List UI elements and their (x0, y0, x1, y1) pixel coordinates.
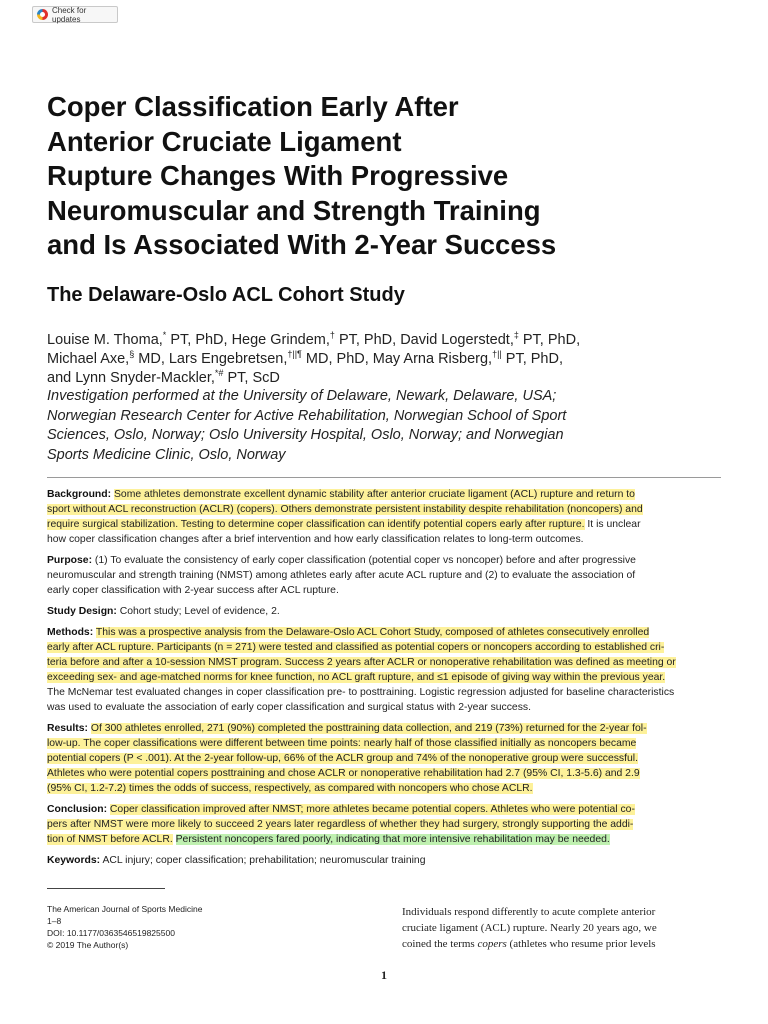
abstract-line (47, 781, 721, 796)
author-text: Michael Axe, (47, 351, 130, 367)
abstract-line (47, 655, 721, 670)
highlighted-text: exceeding sex- and age-matched norms for knee function, no ACL graft rupture, and ≤1 episode of giving way within the previous year. (47, 672, 666, 683)
highlighted-text: Of 300 athletes enrolled, 271 (90%) completed the posttraining data collection, and 219 (73%) returned for the 2-year fol- (90, 723, 647, 734)
abstract-divider (47, 477, 721, 478)
green-highlighted-text: Persistent noncopers fared poorly, indicating that more intensive rehabilitation may be needed. (175, 834, 610, 845)
author-text: PT, PhD, (518, 332, 581, 348)
section-label: Methods: (47, 627, 94, 638)
title-line: and Is Associated With 2-Year Success (47, 229, 557, 260)
abstract-line (47, 670, 721, 685)
affiliation-mark: *# (214, 368, 224, 379)
affiliation-mark: †||¶ (287, 349, 302, 360)
copyright: © 2019 The Author(s) (47, 940, 129, 950)
abstract-line (47, 853, 721, 868)
page-number: 1 (381, 968, 387, 982)
body-line: cruciate ligament (ACL) rupture. Nearly 20 years ago, we (402, 922, 657, 934)
highlighted-text: Athletes who were potential copers posttraining and chose ACLR or nonoperative rehabilitation had 2.7 (95% CI, 1.3-5.6) and 2.9 (47, 768, 640, 779)
affiliation-line: Investigation performed at the University of Delaware, Newark, Delaware, USA; (47, 388, 557, 404)
highlighted-text: tion of NMST before ACLR. (47, 834, 173, 845)
abstract-line (47, 817, 721, 832)
keywords-text: ACL injury; coper classification; prehabilitation; neuromuscular training (100, 855, 426, 866)
affiliation-mark: † (329, 330, 335, 341)
highlighted-text: low-up. The coper classifications were different between time points: nearly half of those classified initially as noncopers became (47, 738, 637, 749)
page-range: 1–8 (47, 916, 62, 926)
highlighted-text: potential copers (P < .001). At the 2-year follow-up, 66% of the ACLR group and 74% of the nonoperative group were successful. (47, 753, 638, 764)
author-list (47, 331, 697, 388)
section-label: Background: (47, 489, 112, 500)
journal-footnote (47, 903, 347, 951)
affiliation-mark: ‡ (513, 330, 519, 341)
check-for-updates-badge[interactable] (32, 6, 118, 23)
abstract-line (47, 502, 721, 517)
abstract-line: neuromuscular and strength training (NMST) among athletes early after acute ACL rupture and (2) to evaluate the association of (47, 570, 636, 581)
section-label: Purpose: (47, 555, 93, 566)
abstract-line (47, 517, 721, 532)
highlighted-text: This was a prospective analysis from the Delaware-Oslo ACL Cohort Study, composed of athletes consecutively enrolled (95, 627, 650, 638)
author-text: Louise M. Thoma, (47, 332, 163, 348)
affiliation-mark: * (162, 330, 167, 341)
abstract-results (47, 721, 721, 796)
affiliation-line: Sports Medicine Clinic, Oslo, Norway (47, 446, 286, 463)
abstract-line: early coper classification with 2-year success after ACL rupture. (47, 585, 339, 596)
abstract-line (47, 751, 721, 766)
abstract-line (47, 721, 721, 736)
body-line: Individuals respond differently to acute complete anterior (402, 906, 656, 918)
highlighted-text: require surgical stabilization. Testing to determine coper classification can identify potential copers early after rupture. (47, 519, 585, 530)
abstract-purpose (47, 553, 721, 598)
abstract-line (47, 832, 721, 847)
highlighted-text: early after ACL rupture. Participants (n = 271) were tested and classified as potential copers or noncopers according to established cri- (47, 642, 665, 653)
abstract-study-design (47, 604, 721, 619)
section-label: Keywords: (47, 855, 101, 866)
badge-label: Check for updates (52, 5, 87, 24)
affiliation-statement (47, 387, 697, 465)
title-line: Neuromuscular and Strength Training (47, 194, 541, 226)
abstract-line (47, 766, 721, 781)
highlighted-text: (95% CI, 1.2-7.2) times the odds of success, respectively, as compared with noncopers who chose ACLR. (47, 783, 533, 794)
author-text: PT, ScD (223, 370, 280, 386)
affiliation-line: Norwegian Research Center for Active Rehabilitation, Norwegian School of Sport (47, 407, 567, 424)
title-line: Coper Classification Early After (47, 91, 459, 122)
abstract-line (47, 553, 721, 568)
abstract-line: how coper classification changes after a brief intervention and how early classification relates to long-term outcomes. (47, 534, 584, 545)
highlighted-text: pers after NMST were more likely to succeed 2 years later regardless of whether they had surgery, strongly supporting the addi- (47, 819, 634, 830)
article-subtitle: The Delaware-Oslo ACL Cohort Study (47, 284, 405, 306)
abstract-text: It is unclear (584, 519, 641, 530)
highlighted-text: Some athletes demonstrate excellent dynamic stability after anterior cruciate ligament (ACL) rupture and return to (113, 489, 635, 500)
affiliation-line: Sciences, Oslo, Norway; Oslo University Hospital, Oslo, Norway; and Norwegian (47, 427, 564, 443)
article-title (47, 90, 687, 263)
body-text-column (402, 904, 722, 952)
body-text: coined the terms (402, 938, 478, 950)
author-text: PT, PhD, Hege Grindem, (166, 332, 330, 348)
abstract-line (47, 640, 721, 655)
author-text: MD, PhD, May Arna Risberg, (301, 351, 493, 367)
author-line (47, 350, 697, 369)
abstract-conclusion (47, 802, 721, 847)
highlighted-text: Coper classification improved after NMST; more athletes became potential copers. Athletes who were potential co- (109, 804, 635, 815)
abstract-line (47, 604, 721, 619)
abstract-line (47, 736, 721, 751)
abstract (47, 487, 721, 874)
abstract-keywords (47, 853, 721, 868)
author-text: MD, Lars Engebretsen, (134, 351, 288, 367)
author-text: and Lynn Snyder-Mackler, (47, 370, 215, 386)
author-line (47, 369, 697, 388)
body-text: (athletes who resume prior levels (506, 938, 656, 950)
abstract-line (47, 802, 721, 817)
abstract-line: The McNemar test evaluated changes in coper classification pre- to posttraining. Logistic regression adjusted for baseline characteristics (47, 687, 675, 698)
title-line: Anterior Cruciate Ligament (47, 125, 402, 157)
section-label: Conclusion: (47, 804, 108, 815)
author-line (47, 331, 697, 350)
abstract-line (47, 487, 721, 502)
section-label: Study Design: (47, 606, 117, 617)
body-line (402, 936, 722, 952)
abstract-text: (1) To evaluate the consistency of early coper classification (potential coper vs noncoper) before and after progressive (92, 555, 636, 566)
abstract-methods (47, 625, 721, 715)
affiliation-mark: †|| (492, 349, 502, 360)
crossmark-icon (37, 9, 48, 20)
italic-term: copers (477, 938, 507, 950)
section-label: Results: (47, 723, 88, 734)
abstract-text: Cohort study; Level of evidence, 2. (116, 606, 280, 617)
author-text: PT, PhD, David Logerstedt, (334, 332, 514, 348)
abstract-line: was used to evaluate the association of early coper classification and surgical status with 2-year success. (47, 702, 531, 713)
author-text: PT, PhD, (501, 351, 563, 367)
footnote-divider (47, 888, 165, 889)
highlighted-text: sport without ACL reconstruction (ACLR) (copers). Others demonstrate persistent instability despite rehabilitation (noncopers) and (47, 504, 643, 515)
abstract-line (47, 625, 721, 640)
affiliation-mark: § (129, 349, 135, 360)
abstract-background (47, 487, 721, 547)
journal-name: The American Journal of Sports Medicine (47, 904, 203, 914)
title-line: Rupture Changes With Progressive (47, 160, 509, 191)
highlighted-text: teria before and after a 10-session NMST program. Success 2 years after ACLR or nonoperative rehabilitation was defined as meeting or (47, 657, 676, 668)
doi: DOI: 10.1177/0363546519825500 (47, 928, 175, 938)
